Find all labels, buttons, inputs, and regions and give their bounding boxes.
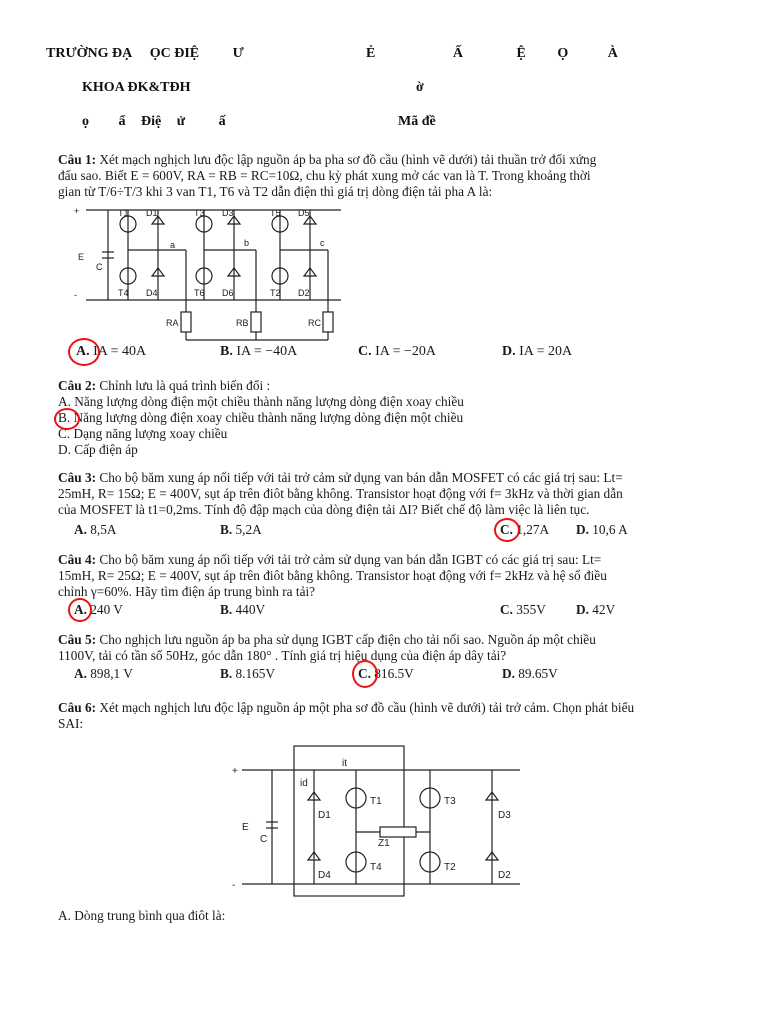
circuit-label-T2: T2: [270, 288, 281, 298]
circuit-label-D4: D4: [318, 870, 331, 881]
circuit-label-RB: RB: [236, 318, 249, 328]
header-time: ờ: [416, 80, 424, 95]
option-text: 440V: [235, 602, 266, 617]
header-title-char3: Ệ: [516, 46, 526, 61]
header-subject: [82, 114, 226, 130]
option-text: IA = −40A: [236, 344, 298, 359]
option-text: 5,2A: [235, 522, 262, 537]
header-school-part2: ỌC ĐIỆ: [149, 46, 200, 61]
question-text: Cho bộ băm xung áp nối tiếp với tải trở cảm sử dụng van bán dẫn MOSFET có các giá trị sau: Lt=: [99, 470, 623, 485]
option-letter: A.: [74, 602, 87, 617]
circuit-label-minus: -: [232, 880, 236, 891]
option-B[interactable]: B. Năng lượng dòng điện xoay chiều thành năng lượng dòng điện một chiều: [58, 410, 464, 425]
option-letter: A.: [76, 344, 90, 359]
circuit-label-D4: D4: [146, 288, 158, 298]
question-6-option-A[interactable]: A. Dòng trung bình qua điôt là:: [58, 908, 226, 923]
option-A[interactable]: [74, 522, 117, 538]
question-text: Xét mạch nghịch lưu độc lập nguồn áp một pha sơ đồ cầu (hình vẽ dưới) tải trở cảm. Chọn phát biểu: [99, 700, 635, 715]
option-letter: C.: [500, 602, 513, 617]
option-text: 42V: [592, 602, 616, 617]
header-title-char1: Ẻ: [366, 46, 376, 61]
header-subject-char3: Điệ: [141, 114, 162, 129]
option-D[interactable]: [576, 522, 628, 538]
question-text: của MOSFET là t1=0,2ms. Tính độ đập mạch của dòng điện tải ΔI? Biết chế độ làm việc là liên tục.: [58, 502, 590, 517]
circuit-label-T3: T3: [444, 796, 456, 807]
circuit-label-c: c: [320, 238, 325, 248]
answer-mark-circle: [54, 408, 80, 430]
option-text: 355V: [516, 602, 546, 617]
circuit-label-minus: -: [74, 290, 77, 300]
circuit-label-T2: T2: [444, 862, 456, 873]
circuit-label-C: C: [260, 834, 268, 845]
header-exam-code: Mã đề: [398, 114, 436, 129]
option-D[interactable]: D. Cấp điện áp: [58, 442, 138, 457]
option-letter: B.: [220, 666, 233, 681]
answer-mark-circle: [68, 598, 92, 622]
circuit-label-T5: T5: [270, 208, 281, 218]
option-letter: B.: [220, 522, 233, 537]
option-letter: D.: [576, 602, 589, 617]
circuit-label-D6: D6: [222, 288, 234, 298]
option-text: 816.5V: [374, 666, 414, 681]
circuit-label-plus: +: [74, 206, 80, 216]
header-faculty: KHOA ĐK&TĐH: [82, 80, 191, 95]
question-label: Câu 4:: [58, 552, 97, 567]
option-letter: C.: [358, 344, 372, 359]
question-text: đấu sao. Biết E = 600V, RA = RB = RC=10Ω, chu kỳ phát xung mở các van là T. Trong khoảng thời: [58, 168, 591, 183]
circuit-label-T4: T4: [118, 288, 129, 298]
header-exam-title: [366, 46, 618, 62]
option-C[interactable]: [358, 344, 436, 360]
option-B[interactable]: [220, 522, 262, 538]
option-letter: A.: [74, 522, 87, 537]
question-text: 25mH, R= 15Ω; E = 400V, sụt áp trên điôt bằng không. Transistor hoạt động với f= 3kHz và thời gian dẫn: [58, 486, 623, 501]
option-B[interactable]: [220, 602, 265, 618]
option-text: IA = 20A: [519, 344, 573, 359]
option-text: 8,5A: [90, 522, 117, 537]
header-title-char2: Ấ: [452, 46, 463, 61]
circuit-diagram-single-phase: [230, 738, 540, 908]
option-text: 89.65V: [518, 666, 558, 681]
circuit-label-D5: D5: [298, 208, 310, 218]
circuit-label-id: id: [300, 778, 308, 789]
option-B[interactable]: [220, 666, 275, 682]
circuit-label-a: a: [170, 240, 176, 250]
circuit-label-T4: T4: [370, 862, 382, 873]
option-text: 898,1 V: [90, 666, 133, 681]
option-letter: A.: [74, 666, 87, 681]
circuit-label-E: E: [242, 822, 249, 833]
question-label: Câu 2:: [58, 378, 97, 393]
option-D[interactable]: [502, 666, 558, 682]
question-label: Câu 3:: [58, 470, 97, 485]
circuit-label-b: b: [244, 238, 250, 248]
option-D[interactable]: [502, 344, 572, 360]
option-A[interactable]: [74, 666, 133, 682]
circuit-label-E: E: [78, 252, 85, 262]
header-subject-char1: ọ: [82, 114, 89, 129]
circuit-label-D1: D1: [318, 810, 331, 821]
circuit-diagram-three-phase: [66, 202, 366, 352]
question-text: chỉnh γ=60%. Hãy tìm điện áp trung bình ra tải?: [58, 584, 316, 599]
header-title-char4: Ọ: [557, 46, 569, 61]
option-text: 240 V: [90, 602, 123, 617]
option-D[interactable]: [576, 602, 615, 618]
question-text: Cho bộ băm xung áp nối tiếp với tải trở cảm sử dụng van bán dẫn IGBT có các giá trị sau: Lt=: [99, 552, 602, 567]
option-C[interactable]: C. Dạng năng lượng xoay chiều: [58, 426, 228, 441]
circuit-label-RA: RA: [166, 318, 179, 328]
circuit-label-T1: T1: [118, 208, 129, 218]
answer-mark-circle: [68, 338, 100, 366]
header-school-part1: TRƯỜNG ĐẠ: [46, 46, 133, 61]
header-line1: [46, 46, 244, 62]
option-text: IA = −20A: [375, 344, 437, 359]
scanned-exam: [58, 150, 708, 930]
circuit-label-T6: T6: [194, 288, 205, 298]
option-letter: D.: [502, 666, 515, 681]
question-label: Câu 1:: [58, 152, 97, 167]
option-letter: D.: [502, 344, 516, 359]
option-letter: D.: [576, 522, 589, 537]
option-letter: C.: [500, 522, 513, 537]
circuit-label-D1: D1: [146, 208, 158, 218]
answer-mark-circle: [352, 660, 378, 688]
question-label: Câu 5:: [58, 632, 97, 647]
circuit-label-C: C: [96, 262, 103, 272]
circuit-label-it: it: [342, 758, 347, 769]
header-subject-char5: ấ: [218, 114, 226, 129]
question-text: 15mH, R= 25Ω; E = 400V, sụt áp trên điôt bằng không. Transistor hoạt động với f= 2kHz và hệ số điều: [58, 568, 607, 583]
option-letter: B.: [220, 602, 233, 617]
option-B[interactable]: [220, 344, 297, 360]
question-label: Câu 6:: [58, 700, 97, 715]
circuit-label-plus: +: [232, 766, 238, 777]
option-C[interactable]: [500, 602, 546, 618]
answer-mark-circle: [494, 518, 520, 542]
header-title-char5: À: [607, 46, 618, 61]
header-school-part3: Ư: [232, 46, 244, 61]
option-letter: B.: [220, 344, 233, 359]
option-letter: C.: [358, 666, 371, 681]
circuit-label-D2: D2: [498, 870, 511, 881]
circuit-label-RC: RC: [308, 318, 321, 328]
question-text: SAI:: [58, 716, 84, 731]
option-text: 10,6 A: [592, 522, 628, 537]
header-subject-char4: ử: [176, 114, 186, 129]
question-text: 1100V, tải có tần số 50Hz, góc dẫn 180° . Tính giá trị hiệu dụng của điện áp dây tải?: [58, 648, 507, 663]
option-text: IA = 40A: [93, 344, 147, 359]
header-subject-char2: ẩ: [118, 114, 126, 129]
question-text: gian từ T/6÷T/3 khi 3 van T1, T6 và T2 dẫn điện thì giá trị dòng điện tải pha A là:: [58, 184, 493, 199]
question-text: Xét mạch nghịch lưu độc lập nguồn áp ba pha sơ đồ cầu (hình vẽ dưới) tải thuần trở đối xứng: [99, 152, 597, 167]
option-text: 1,27A: [516, 522, 550, 537]
option-text: 8.165V: [235, 666, 276, 681]
question-text: Chỉnh lưu là quá trình biến đổi :: [99, 378, 271, 393]
circuit-label-D2: D2: [298, 288, 310, 298]
circuit-label-Z1: Z1: [378, 838, 390, 849]
circuit-label-D3: D3: [222, 208, 234, 218]
circuit-label-T1: T1: [370, 796, 382, 807]
circuit-label-T3: T3: [194, 208, 205, 218]
question-text: Cho nghịch lưu nguồn áp ba pha sử dụng IGBT cấp điện cho tải nối sao. Nguồn áp một chiều: [99, 632, 596, 647]
option-A[interactable]: A. Năng lượng dòng điện một chiều thành năng lượng dòng điện xoay chiều: [58, 394, 464, 409]
circuit-label-D3: D3: [498, 810, 511, 821]
